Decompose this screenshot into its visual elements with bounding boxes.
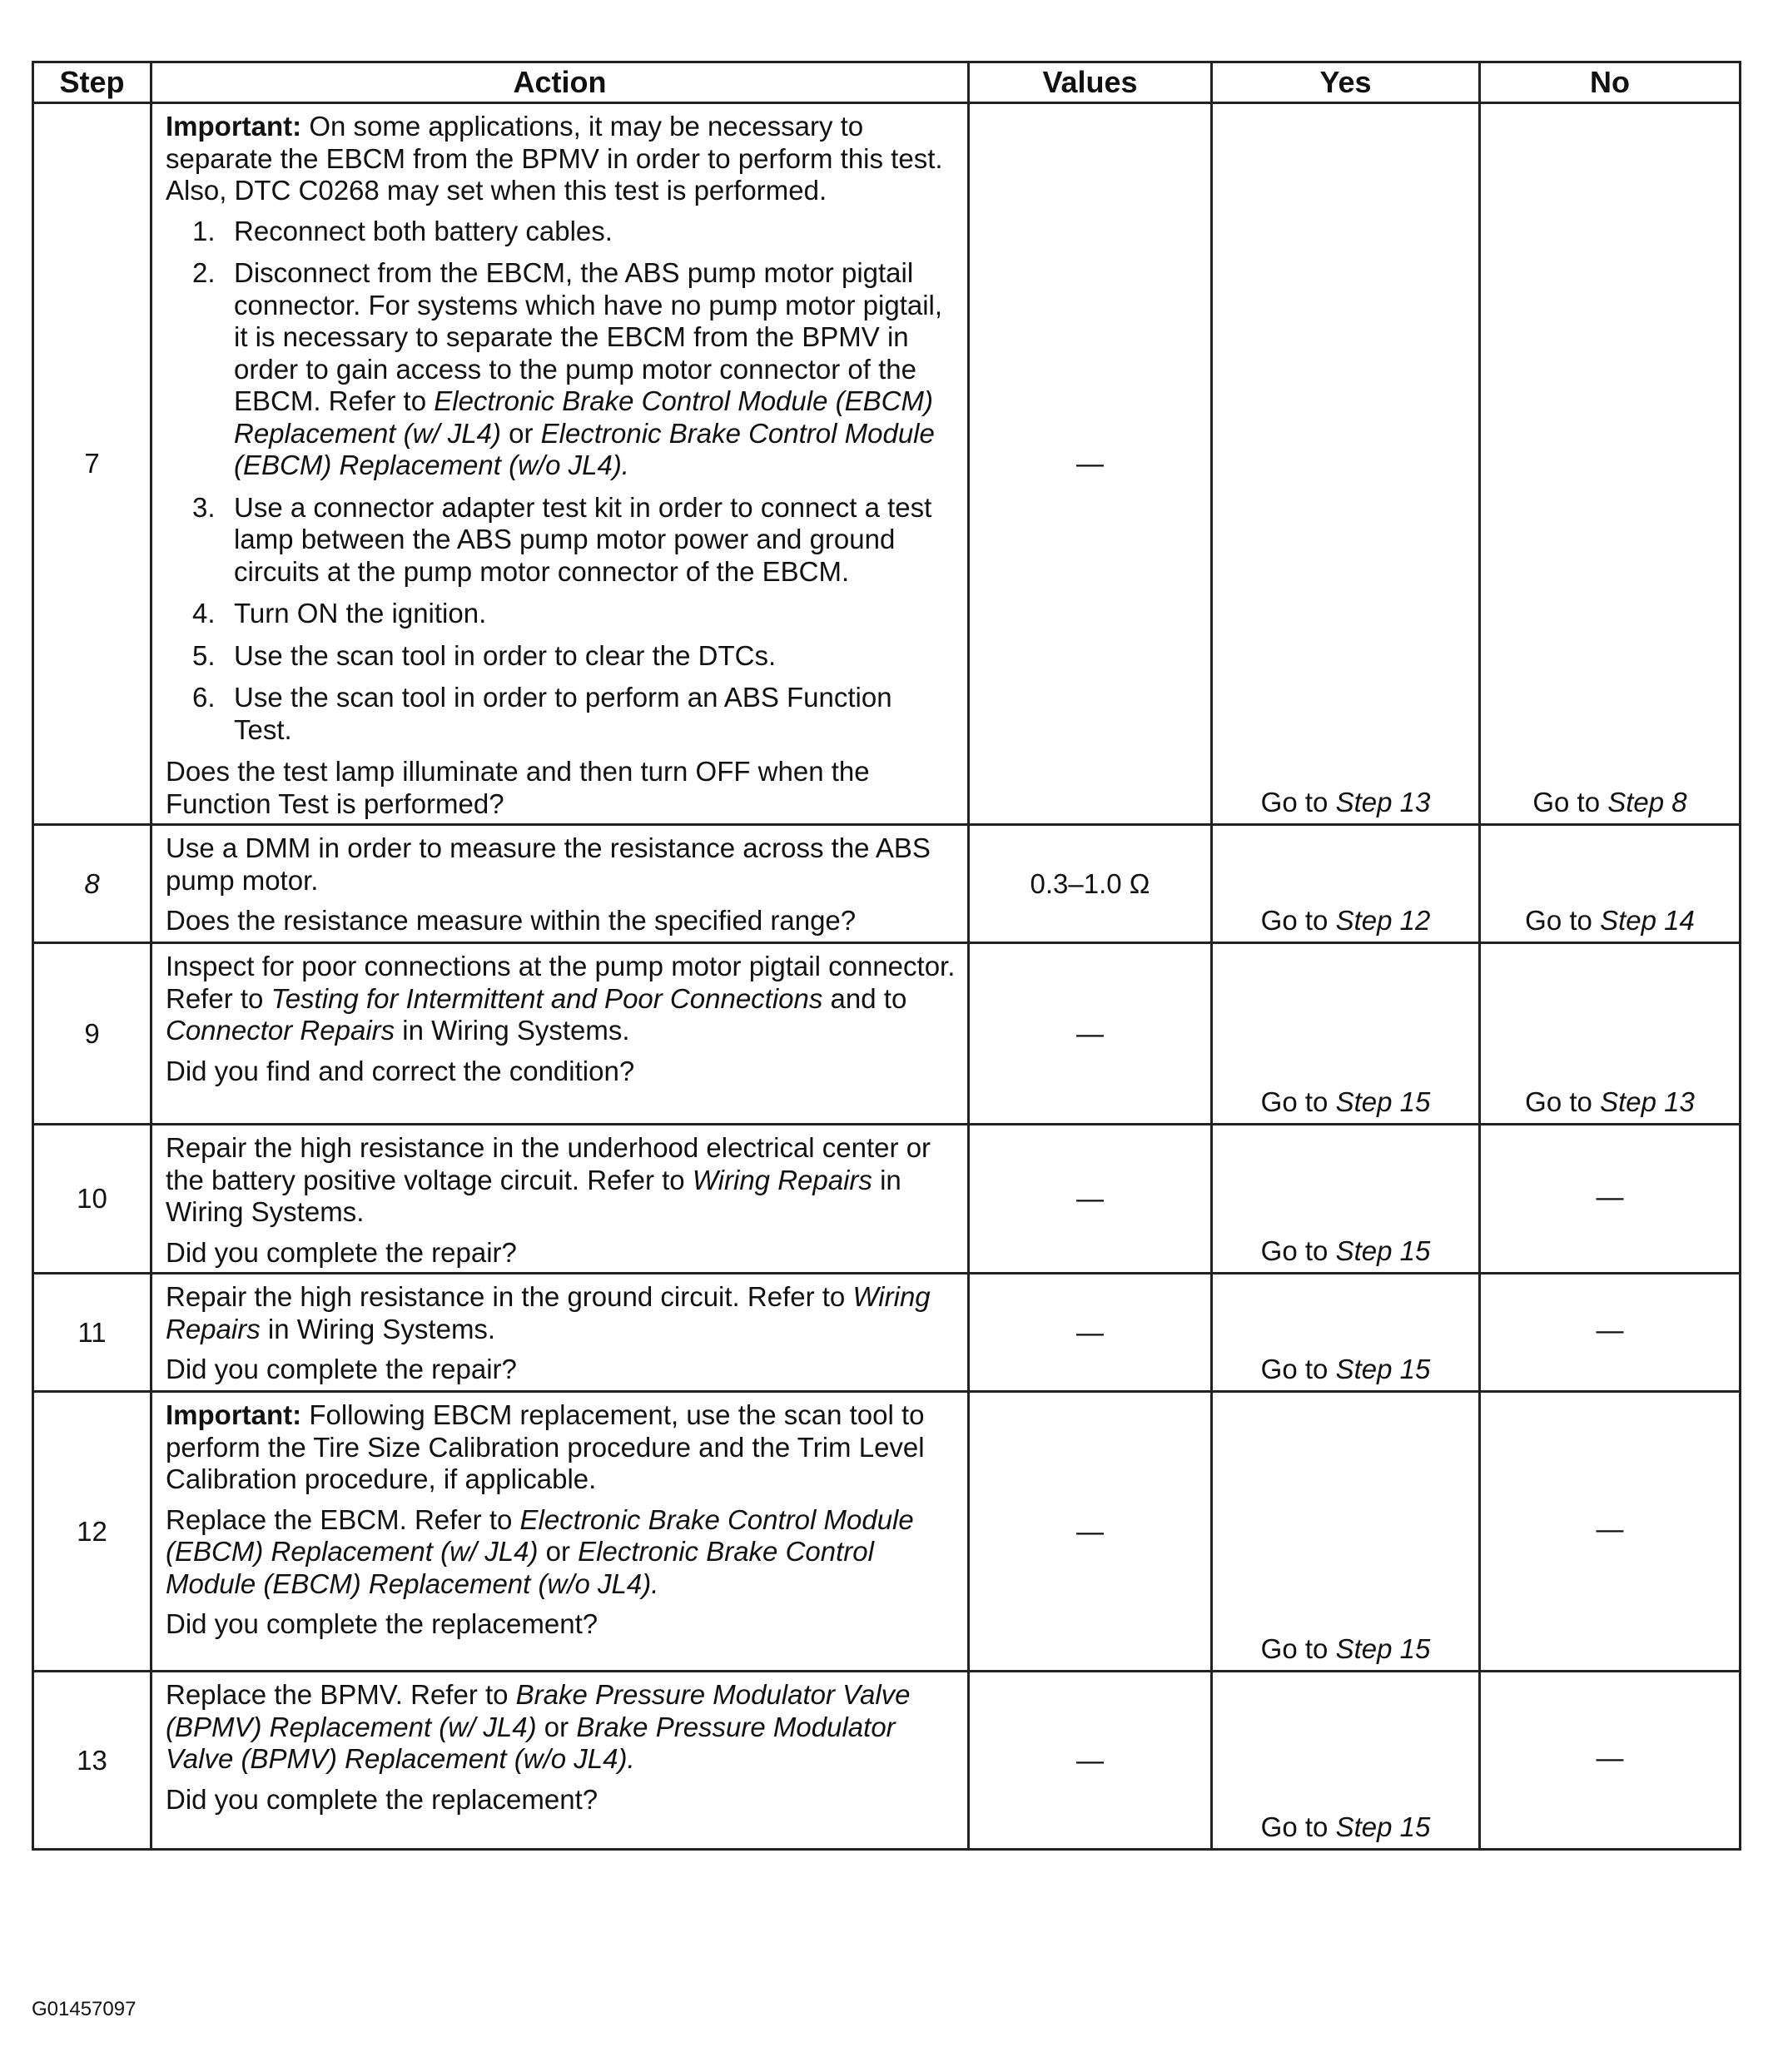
text-run: Did you complete the repair? bbox=[166, 1236, 517, 1268]
yes-cell bbox=[1212, 825, 1480, 943]
step-number: 12 bbox=[33, 1392, 151, 1672]
table-body bbox=[33, 103, 1741, 1850]
text-run: in Wiring Systems. bbox=[395, 1015, 630, 1046]
procedure-item bbox=[166, 257, 956, 482]
goto-text: Go to bbox=[1260, 787, 1336, 817]
goto-text: Go to bbox=[1525, 905, 1601, 936]
yes-cell bbox=[1212, 943, 1480, 1125]
action-paragraph bbox=[166, 111, 956, 207]
procedure-list bbox=[166, 216, 956, 747]
text-run: Important: bbox=[166, 111, 302, 142]
goto-step-link[interactable]: Step 15 bbox=[1335, 1354, 1431, 1384]
table-row bbox=[33, 103, 1741, 825]
action-paragraph bbox=[166, 1281, 956, 1345]
values-cell: — bbox=[969, 1672, 1212, 1850]
text-run: Brake Pressure Modulator Valve (BPMV) Replacement (w/o JL4). bbox=[166, 1711, 896, 1774]
yes-cell bbox=[1212, 1274, 1480, 1392]
goto-text: Go to bbox=[1260, 1235, 1336, 1266]
procedure-item bbox=[166, 492, 956, 589]
text-run: Does the test lamp illuminate and then turn OFF when the Function Test is performed? bbox=[166, 756, 870, 819]
item-number: 3. bbox=[192, 491, 216, 523]
values-cell: — bbox=[969, 1392, 1212, 1672]
header-values: Values bbox=[969, 62, 1212, 103]
text-run: Replace the BPMV. Refer to bbox=[166, 1679, 516, 1710]
text-run: or bbox=[500, 417, 541, 449]
item-number: 4. bbox=[192, 598, 216, 629]
text-run: Did you complete the repair? bbox=[166, 1354, 517, 1384]
action-cell bbox=[151, 1274, 969, 1392]
text-run: Electronic Brake Control Module (EBCM) Replacement (w/ JL4) bbox=[234, 385, 933, 449]
action-paragraph bbox=[166, 1399, 956, 1496]
goto-step-link[interactable]: Step 14 bbox=[1600, 905, 1695, 936]
text-run: Electronic Brake Control Module (EBCM) Replacement (w/ JL4) bbox=[166, 1503, 914, 1567]
step-number: 13 bbox=[33, 1672, 151, 1850]
text-run: Did you find and correct the condition? bbox=[166, 1055, 635, 1086]
goto-step-link[interactable]: Step 15 bbox=[1335, 1811, 1431, 1842]
no-cell bbox=[1480, 825, 1741, 943]
goto-step-link[interactable]: Step 12 bbox=[1335, 905, 1431, 936]
yes-cell bbox=[1212, 1125, 1480, 1274]
goto-step-link[interactable]: Step 15 bbox=[1335, 1633, 1431, 1664]
goto-step-link[interactable]: Step 13 bbox=[1335, 787, 1431, 817]
header-no: No bbox=[1480, 62, 1741, 103]
text-run: Turn ON the ignition. bbox=[234, 598, 487, 629]
text-run: Did you complete the replacement? bbox=[166, 1783, 598, 1815]
no-cell: — bbox=[1480, 1274, 1741, 1392]
text-run: or bbox=[538, 1536, 579, 1567]
text-run: or bbox=[536, 1711, 577, 1742]
table-row bbox=[33, 1392, 1741, 1672]
text-run: Use the scan tool in order to clear the DTCs. bbox=[234, 639, 777, 671]
action-cell bbox=[151, 103, 969, 825]
step-number: 11 bbox=[33, 1274, 151, 1392]
procedure-item bbox=[166, 682, 956, 746]
action-paragraph bbox=[166, 1056, 956, 1088]
header-yes: Yes bbox=[1212, 62, 1480, 103]
header-row bbox=[33, 62, 1741, 103]
step-number: 7 bbox=[33, 103, 151, 825]
yes-cell bbox=[1212, 103, 1480, 825]
item-number: 1. bbox=[192, 215, 216, 246]
action-paragraph bbox=[166, 1679, 956, 1776]
no-cell bbox=[1480, 103, 1741, 825]
step-number: 8 bbox=[33, 825, 151, 943]
goto-text: Go to bbox=[1260, 1086, 1336, 1117]
goto-step-link[interactable]: Step 8 bbox=[1607, 787, 1687, 817]
table-row bbox=[33, 825, 1741, 943]
action-paragraph bbox=[166, 832, 956, 897]
diagnostic-table bbox=[32, 61, 1741, 1851]
text-run: Repair the high resistance in the underhood electrical center or the battery positive voltage circuit. Refer to bbox=[166, 1132, 931, 1195]
goto-text: Go to bbox=[1260, 1354, 1336, 1384]
values-cell: 0.3–1.0 Ω bbox=[969, 825, 1212, 943]
action-cell bbox=[151, 1125, 969, 1274]
table-row bbox=[33, 1274, 1741, 1392]
text-run: and to bbox=[822, 982, 907, 1014]
action-cell bbox=[151, 1392, 969, 1672]
step-number: 9 bbox=[33, 943, 151, 1125]
goto-step-link[interactable]: Step 13 bbox=[1600, 1086, 1695, 1117]
goto-text: Go to bbox=[1260, 1811, 1336, 1842]
text-run: Electronic Brake Control Module (EBCM) Replacement (w/o JL4). bbox=[234, 417, 935, 480]
procedure-item bbox=[166, 598, 956, 630]
text-run: Connector Repairs bbox=[166, 1015, 395, 1046]
text-run: Use the scan tool in order to perform an ABS Function Test. bbox=[234, 682, 892, 745]
action-paragraph bbox=[166, 1784, 956, 1816]
text-run: Reconnect both battery cables. bbox=[234, 215, 613, 246]
text-run: Disconnect from the EBCM, the ABS pump motor pigtail connector. For systems which have no pump motor pigtail, it is necessary to separate the EBCM from the BPMV in order to gain access to the pump motor connector of the EBCM. Refer to bbox=[234, 257, 943, 416]
no-cell: — bbox=[1480, 1672, 1741, 1850]
step-number: 10 bbox=[33, 1125, 151, 1274]
action-paragraph bbox=[166, 1504, 956, 1601]
table-row bbox=[33, 943, 1741, 1125]
procedure-item bbox=[166, 216, 956, 248]
text-run: Use a DMM in order to measure the resistance across the ABS pump motor. bbox=[166, 832, 931, 896]
text-run: Electronic Brake Control Module (EBCM) Replacement (w/o JL4). bbox=[166, 1536, 874, 1599]
action-paragraph bbox=[166, 951, 956, 1047]
goto-text: Go to bbox=[1525, 1086, 1601, 1117]
goto-text: Go to bbox=[1260, 905, 1336, 936]
text-run: Does the resistance measure within the specified range? bbox=[166, 905, 857, 936]
action-paragraph bbox=[166, 756, 956, 820]
action-paragraph bbox=[166, 1237, 956, 1270]
text-run: Repair the high resistance in the ground circuit. Refer to bbox=[166, 1281, 853, 1312]
text-run: Important: bbox=[166, 1399, 302, 1430]
text-run: Replace the EBCM. Refer to bbox=[166, 1503, 520, 1535]
yes-cell bbox=[1212, 1672, 1480, 1850]
header-action: Action bbox=[151, 62, 969, 103]
text-run: Use a connector adapter test kit in order to connect a test lamp between the ABS pump motor power and ground circuits at the pump motor connector of the EBCM. bbox=[234, 491, 932, 587]
no-cell bbox=[1480, 943, 1741, 1125]
text-run: Wiring Repairs bbox=[692, 1164, 872, 1195]
goto-text: Go to bbox=[1532, 787, 1608, 817]
action-paragraph bbox=[166, 1132, 956, 1229]
action-paragraph bbox=[166, 1608, 956, 1641]
no-cell: — bbox=[1480, 1125, 1741, 1274]
goto-step-link[interactable]: Step 15 bbox=[1335, 1086, 1431, 1117]
no-cell: — bbox=[1480, 1392, 1741, 1672]
text-run: in Wiring Systems. bbox=[260, 1313, 496, 1344]
item-number: 5. bbox=[192, 639, 216, 671]
goto-text: Go to bbox=[1260, 1633, 1336, 1664]
goto-step-link[interactable]: Step 15 bbox=[1335, 1235, 1431, 1266]
text-run: Inspect for poor connections at the pump motor pigtail connector. Refer to bbox=[166, 951, 956, 1014]
text-run: in Wiring Systems. bbox=[166, 1164, 901, 1227]
text-run: Following EBCM replacement, use the scan tool to perform the Tire Size Calibration procedure and the Trim Level Calibration procedure, if applicable. bbox=[166, 1399, 925, 1494]
action-cell bbox=[151, 825, 969, 943]
text-run: On some applications, it may be necessary to separate the EBCM from the BPMV in order to perform this test. Also, DTC C0268 may set when this test is performed. bbox=[166, 111, 943, 206]
text-run: Brake Pressure Modulator Valve (BPMV) Replacement (w/ JL4) bbox=[166, 1679, 911, 1742]
values-cell: — bbox=[969, 943, 1212, 1125]
values-cell: — bbox=[969, 103, 1212, 825]
action-paragraph bbox=[166, 905, 956, 937]
header-step: Step bbox=[33, 62, 151, 103]
text-run: Testing for Intermittent and Poor Connections bbox=[271, 982, 823, 1014]
figure-id: G01457097 bbox=[32, 1998, 137, 2020]
text-run: Wiring Repairs bbox=[166, 1281, 931, 1344]
table-row bbox=[33, 1672, 1741, 1850]
action-paragraph bbox=[166, 1354, 956, 1386]
action-cell bbox=[151, 943, 969, 1125]
action-cell bbox=[151, 1672, 969, 1850]
item-number: 6. bbox=[192, 682, 216, 713]
procedure-item bbox=[166, 640, 956, 673]
table-row bbox=[33, 1125, 1741, 1274]
values-cell: — bbox=[969, 1125, 1212, 1274]
item-number: 2. bbox=[192, 257, 216, 288]
text-run: Did you complete the replacement? bbox=[166, 1608, 598, 1639]
yes-cell bbox=[1212, 1392, 1480, 1672]
values-cell: — bbox=[969, 1274, 1212, 1392]
